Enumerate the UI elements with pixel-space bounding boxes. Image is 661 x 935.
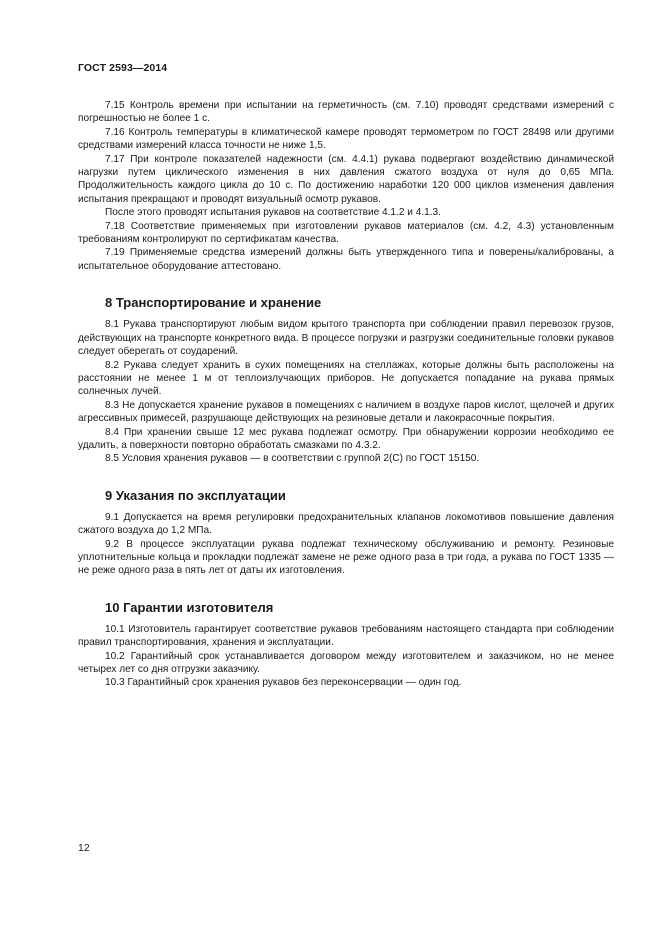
document-body	[78, 99, 614, 690]
paragraph-8-2: 8.2 Рукава следует хранить в сухих помещениях на стеллажах, которые должны быть расположены на расстоянии не менее 1 м от теплоизлучающих приборов. Не допускается попадание на рукава прямых солнечных лучей.	[78, 359, 614, 398]
section-title: 9 Указания по эксплуатации	[105, 487, 286, 503]
paragraph-7-15: 7.15 Контроль времени при испытании на герметичность (см. 7.10) проводят средствами измерений с погрешностью не более 1 с.	[78, 100, 614, 125]
paragraph-8-4: 8.4 При хранении свыше 12 мес рукава подлежат осмотру. При обнаружении коррозии необходимо ее удалить, а поверхности повторно обработать смазками по 4.3.2.	[78, 426, 614, 451]
section-7-continuation	[78, 99, 614, 273]
paragraph-7-19: 7.19 Применяемые средства измерений должны быть утвержденного типа и поверены/калиброваны, а испытательное оборудование аттестовано.	[78, 247, 614, 272]
paragraph-7-16: 7.16 Контроль температуры в климатической камере проводят термометром по ГОСТ 28498 или другими средствами измерений класса точности не ниже 1,5.	[78, 126, 614, 152]
page-number: 12	[78, 842, 90, 854]
paragraph-7-18: 7.18 Соответствие применяемых при изготовлении рукавов материалов (см. 4.2, 4.3) установленным требованиям контролируют по сертификатам качества.	[78, 220, 614, 246]
paragraph-8-3: 8.3 Не допускается хранение рукавов в помещениях с наличием в воздухе паров кислот, щелочей и других агрессивных примесей, разрушающе действующих на резиновые детали и лакокрасочные покрытия.	[78, 399, 614, 425]
section-8	[78, 295, 614, 465]
paragraph-9-2: 9.2 В процессе эксплуатации рукава подлежат техническому обслуживанию и ремонту. Резиновые уплотнительные кольца и прокладки подлежат замене не реже одного раза в три года, а рукава по ГОСТ 1335 — не реже одного раза в пять лет от даты их изготовления.	[78, 538, 614, 577]
section-title: 10 Гарантии изготовителя	[105, 599, 274, 615]
paragraph-9-1: 9.1 Допускается на время регулировки предохранительных клапанов локомотивов повышение давления сжатого воздуха до 1,2 МПа.	[78, 511, 614, 537]
paragraph-8-1: 8.1 Рукава транспортируют любым видом крытого транспорта при соблюдении правил перевозок грузов, действующих на транспорте конкретного вида. В процессе погрузки и разгрузки соединительные головки рукавов следует оберегать от соударений.	[78, 319, 614, 358]
paragraph-7-17-cont: После этого проводят испытания рукавов на соответствие 4.1.2 и 4.1.3.	[105, 207, 441, 219]
paragraph-7-17: 7.17 При контроле показателей надежности (см. 4.4.1) рукава подвергают воздействию динамической нагрузки путем циклического изменения в них давления сжатого воздуха от нуля до 0,65 МПа. Продолжительность каждого цикла до 10 с. По достижению наработки 120 000 циклов изменения давления испытания прекращают и проводят визуальный осмотр рукавов.	[78, 153, 614, 205]
document-header: ГОСТ 2593—2014	[78, 62, 168, 74]
paragraph-10-1: 10.1 Изготовитель гарантирует соответствие рукавов требованиям настоящего стандарта при соблюдении правил транспортирования, хранения и эксплуатации.	[78, 623, 614, 649]
paragraph-10-3: 10.3 Гарантийный срок хранения рукавов без переконсервации — один год.	[105, 677, 462, 689]
section-title: 8 Транспортирование и хранение	[105, 295, 322, 311]
section-9	[78, 488, 614, 578]
section-10	[78, 600, 614, 690]
paragraph-8-5: 8.5 Условия хранения рукавов — в соответствии с группой 2(С) по ГОСТ 15150.	[105, 453, 480, 465]
paragraph-10-2: 10.2 Гарантийный срок устанавливается договором между изготовителем и заказчиком, но не менее четырех лет со дня отгрузки заказчику.	[78, 650, 614, 675]
